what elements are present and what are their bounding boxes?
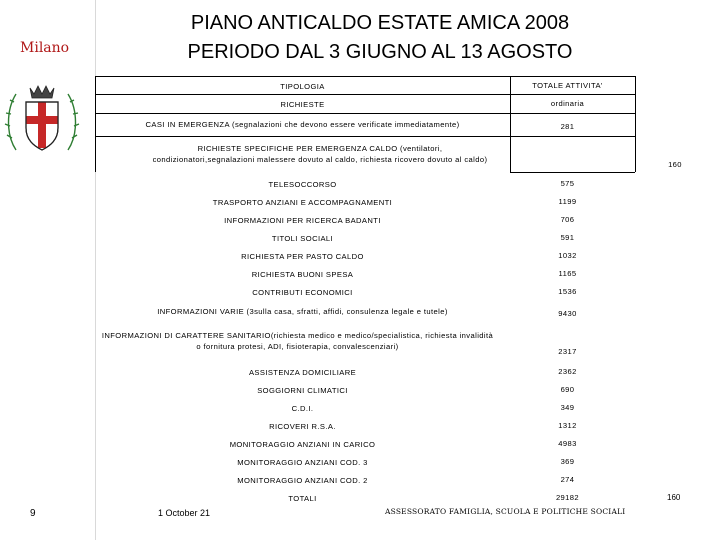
row-label: ASSISTENZA DOMICILIARE bbox=[248, 368, 357, 377]
row-divider bbox=[95, 136, 635, 137]
row-value: 349 bbox=[560, 403, 575, 412]
milano-logo-text: Milano bbox=[20, 40, 70, 56]
row-value: 2317 bbox=[558, 347, 577, 356]
footer-department: ASSESSORATO FAMIGLIA, SCUOLA E POLITICHE SOCIALI bbox=[385, 507, 626, 516]
row-label: INFORMAZIONI VARIE (3sulla casa, sfratti, affidi, consulenza legale e tutele) bbox=[157, 307, 448, 316]
row-value: 690 bbox=[560, 385, 575, 394]
row-label: C.D.I. bbox=[291, 404, 314, 413]
totals-value: 29182 bbox=[555, 493, 580, 502]
row-value: 4983 bbox=[558, 439, 577, 448]
row-value: 1032 bbox=[558, 251, 577, 260]
row-label: MONITORAGGIO ANZIANI COD. 3 bbox=[237, 458, 368, 467]
row-value: 575 bbox=[560, 179, 575, 188]
row-label: CASI IN EMERGENZA (segnalazioni che devono essere verificate immediatamente) bbox=[145, 120, 460, 129]
footer-date: 1 October 21 bbox=[158, 508, 211, 518]
row-divider bbox=[95, 94, 635, 95]
row-value: 706 bbox=[560, 215, 575, 224]
milano-crest-icon bbox=[2, 80, 82, 160]
row-label: RICHIESTE SPECIFICHE PER EMERGENZA CALDO (ventilatori, condizionatori,segnalazioni malessere dovuto al caldo, richiesta ricovero dovuto al caldo) bbox=[152, 144, 488, 164]
row-value: 9430 bbox=[558, 309, 577, 318]
row-value: 1165 bbox=[558, 269, 577, 278]
row-label: MONITORAGGIO ANZIANI IN CARICO bbox=[229, 440, 376, 449]
row-label: INFORMAZIONI DI CARATTERE SANITARIO(richiesta medico e medico/specialistica, richiesta invalidità o fornitura protesi, ADI, fisioterapia, convalescenziari) bbox=[101, 331, 494, 351]
page-title: PIANO ANTICALDO ESTATE AMICA 2008 bbox=[190, 12, 570, 34]
row-label: RICOVERI R.S.A. bbox=[269, 422, 336, 431]
row-divider bbox=[510, 172, 635, 173]
column-header-totale: TOTALE ATTIVITA' bbox=[532, 81, 603, 90]
row-label: MONITORAGGIO ANZIANI COD. 2 bbox=[237, 476, 368, 485]
row-value: 160 bbox=[668, 160, 682, 169]
row-label: TITOLI SOCIALI bbox=[271, 234, 334, 243]
row-value: 274 bbox=[560, 475, 575, 484]
row-divider bbox=[95, 113, 635, 114]
table-top-border bbox=[95, 76, 635, 77]
totals-extra-value: 160 bbox=[667, 493, 681, 502]
column-header-tipologia: TIPOLOGIA bbox=[280, 82, 325, 91]
row-label: CONTRIBUTI ECONOMICI bbox=[252, 288, 353, 297]
column-divider bbox=[510, 136, 511, 172]
row-label: SOGGIORNI CLIMATICI bbox=[257, 386, 348, 395]
row-label: RICHIESTA PER PASTO CALDO bbox=[241, 252, 364, 261]
table-right-border bbox=[635, 76, 636, 172]
row-value: 1199 bbox=[558, 197, 577, 206]
row-value: 2362 bbox=[558, 367, 577, 376]
sidebar bbox=[0, 0, 96, 540]
row-value: 1312 bbox=[558, 421, 577, 430]
subheader-ordinaria: ordinaria bbox=[550, 99, 585, 108]
row-label: INFORMAZIONI PER RICERCA BADANTI bbox=[224, 216, 381, 225]
row-value: 281 bbox=[560, 122, 575, 131]
row-label: RICHIESTA BUONI SPESA bbox=[251, 270, 354, 279]
subheader-richieste: RICHIESTE bbox=[280, 100, 325, 109]
row-value: 1536 bbox=[558, 287, 577, 296]
page-number: 9 bbox=[30, 508, 36, 519]
row-label: TELESOCCORSO bbox=[268, 180, 337, 189]
row-value: 591 bbox=[560, 233, 575, 242]
row-value: 369 bbox=[560, 457, 575, 466]
row-label: TRASPORTO ANZIANI E ACCOMPAGNAMENTI bbox=[212, 198, 393, 207]
totals-label: TOTALI bbox=[288, 494, 317, 503]
page-subtitle: PERIODO DAL 3 GIUGNO AL 13 AGOSTO bbox=[187, 41, 573, 63]
